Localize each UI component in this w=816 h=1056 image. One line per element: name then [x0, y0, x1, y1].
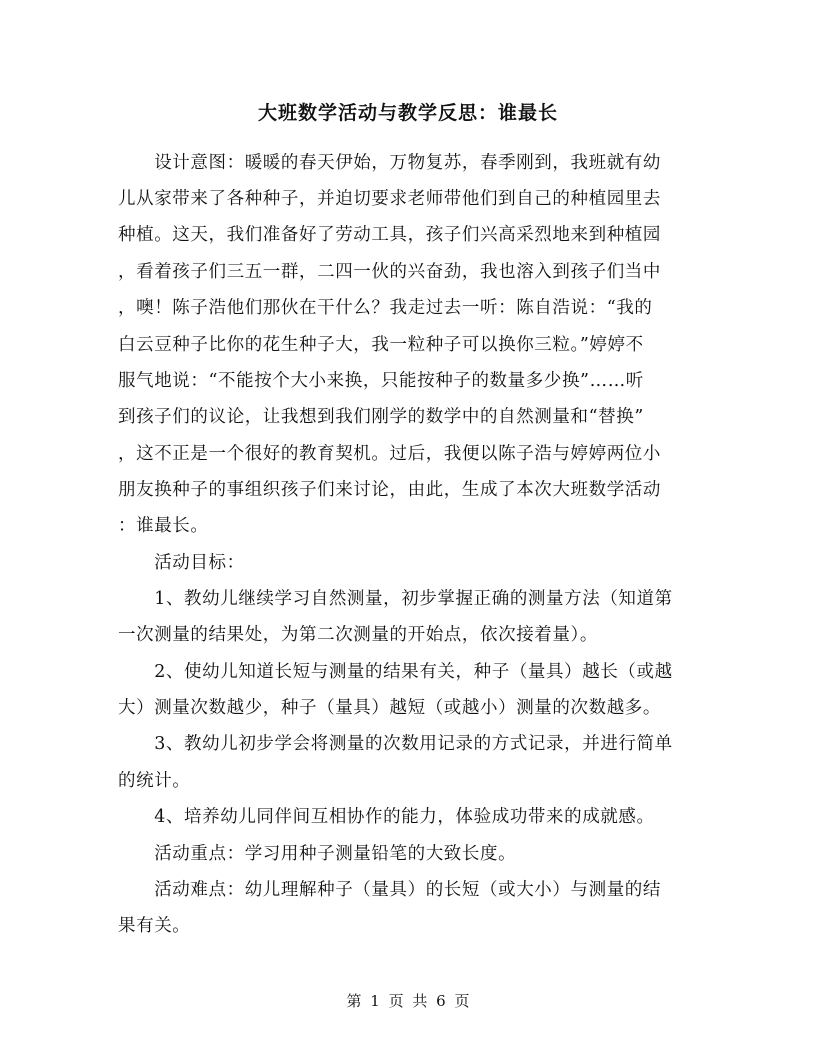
body-line: 的统计。 [118, 771, 191, 791]
section-heading: 活动目标： [118, 553, 245, 573]
body-line: 4、培养幼儿同伴间互相协作的能力，体验成功带来的成就感。 [118, 807, 655, 827]
body-line: 设计意图：暖暖的春天伊始，万物复苏，春季刚到，我班就有幼 [118, 153, 661, 173]
body-line: ：谁最长。 [118, 516, 209, 536]
body-line: 到孩子们的议论，让我想到我们刚学的数学中的自然测量和“替换” [118, 407, 644, 427]
body-line: 大）测量次数越少，种子（量具）越短（或越小）测量的次数越多。 [118, 698, 661, 718]
body-line: ，看着孩子们三五一群，二四一伙的兴奋劲，我也溶入到孩子们当中 [118, 262, 661, 282]
page-footer: 第 1 页 共 6 页 [346, 992, 470, 1010]
body-line: 种植。这天，我们准备好了劳动工具，孩子们兴高采烈地来到种植园 [118, 225, 661, 245]
body-line: 3、教幼儿初步学会将测量的次数用记录的方式记录，并进行简单 [118, 734, 673, 754]
body-line: 果有关。 [118, 916, 191, 936]
body-line: 儿从家带来了各种种子，并迫切要求老师带他们到自己的种植园里去 [118, 189, 661, 209]
document-title: 大班数学活动与教学反思：谁最长 [257, 102, 558, 124]
body-line: 1、教幼儿继续学习自然测量，初步掌握正确的测量方法（知道第 [118, 589, 673, 609]
body-line: 一次测量的结果处，为第二次测量的开始点，依次接着量）。 [118, 625, 598, 645]
body-line: 朋友换种子的事组织孩子们来讨论，由此，生成了本次大班数学活动 [118, 480, 661, 500]
body-line: 2、使幼儿知道长短与测量的结果有关，种子（量具）越长（或越 [118, 662, 673, 682]
body-line: 活动难点：幼儿理解种子（量具）的长短（或大小）与测量的结 [118, 880, 661, 900]
body-line: ，噢！陈子浩他们那伙在干什么？我走过去一听：陈自浩说：“我的 [118, 298, 653, 318]
body-line: ，这不正是一个很好的教育契机。过后，我便以陈子浩与婷婷两位小 [118, 444, 661, 464]
body-line: 服气地说：“不能按个大小来换，只能按种子的数量多少换”……听 [118, 371, 644, 391]
body-line: 活动重点：学习用种子测量铅笔的大致长度。 [118, 844, 517, 864]
body-line: 白云豆种子比你的花生种子大，我一粒种子可以换你三粒。”婷婷不 [118, 335, 644, 355]
